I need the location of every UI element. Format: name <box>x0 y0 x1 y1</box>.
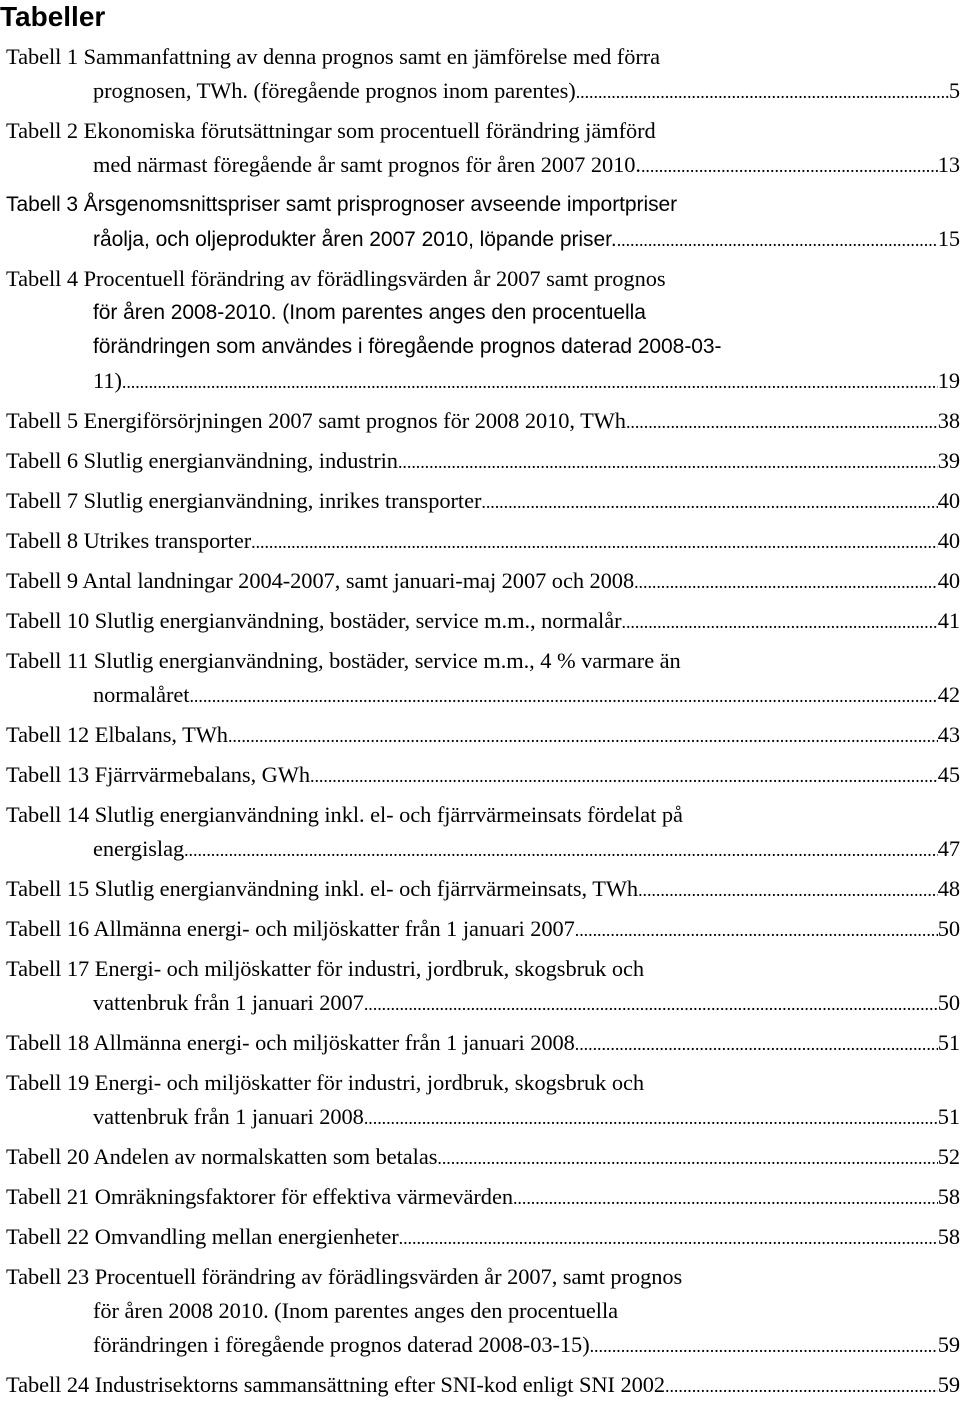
toc-page-number: 40 <box>937 568 960 593</box>
toc-entry[interactable] <box>6 564 960 598</box>
dot-leader <box>189 679 937 713</box>
toc-page-number: 19 <box>937 368 960 393</box>
dot-leader <box>575 1027 938 1061</box>
toc-entry[interactable] <box>6 484 960 518</box>
toc-entry-title: för åren 2008 2010. (Inom parentes anges den procentuella <box>93 1298 619 1323</box>
toc-entry-title: Tabell 6 Slutlig energianvändning, industrin <box>6 448 398 473</box>
dot-leader <box>641 149 938 183</box>
dot-leader <box>590 1329 938 1363</box>
toc-entry-title: Tabell 23 Procentuell förändring av förädlingsvärden år 2007, samt prognos <box>6 1264 683 1289</box>
toc-page-number: 40 <box>937 528 960 553</box>
toc-entry-title: Tabell 9 Antal landningar 2004-2007, samt januari-maj 2007 och 2008 <box>6 568 635 593</box>
toc-entry-title: Tabell 8 Utrikes transporter <box>6 528 252 553</box>
toc-page-number: 13 <box>937 152 960 177</box>
toc-entry-title: råolja, och oljeprodukter åren 2007 2010, löpande priser. <box>93 228 617 251</box>
toc-page-number: 5 <box>948 78 960 103</box>
toc-entry-title: med närmast föregående år samt prognos för åren 2007 2010. <box>93 152 641 177</box>
toc-entry-title: Tabell 2 Ekonomiska förutsättningar som procentuell förändring jämförd <box>6 118 656 143</box>
toc-entry[interactable] <box>6 1368 960 1402</box>
toc-entry[interactable] <box>6 404 960 438</box>
dot-leader <box>513 1181 938 1215</box>
toc-page-number: 47 <box>937 836 960 861</box>
toc-entry-title: Tabell 22 Omvandling mellan energienheter <box>6 1224 399 1249</box>
toc-entry-title: Tabell 16 Allmänna energi- och miljöskatter från 1 januari 2007 <box>6 916 575 941</box>
toc-page-number: 40 <box>937 488 960 513</box>
dot-leader <box>364 987 938 1021</box>
toc-page-number: 59 <box>937 1332 960 1357</box>
dot-leader <box>184 833 938 867</box>
toc-entry-title: Tabell 10 Slutlig energianvändning, bostäder, service m.m., normalår <box>6 608 622 633</box>
toc-entry[interactable] <box>6 604 960 638</box>
dot-leader <box>622 605 938 639</box>
toc-page-number: 41 <box>937 608 960 633</box>
dot-leader <box>228 719 938 753</box>
toc-entry[interactable] <box>6 40 960 108</box>
toc-entry-title: Tabell 3 Årsgenomsnittspriser samt prisprognoser avseende importpriser <box>6 193 678 216</box>
toc-entry[interactable] <box>6 1260 960 1362</box>
toc-entry[interactable] <box>6 1066 960 1134</box>
dot-leader <box>364 1101 938 1135</box>
toc-entry-title: Tabell 14 Slutlig energianvändning inkl. el- och fjärrvärmeinsats fördelat på <box>6 802 683 827</box>
dot-leader <box>626 405 938 439</box>
dot-leader <box>638 873 938 907</box>
toc-page-number: 58 <box>937 1224 960 1249</box>
toc-entry[interactable] <box>6 872 960 906</box>
toc-entry-title: Tabell 1 Sammanfattning av denna prognos samt en jämförelse med förra <box>6 44 661 69</box>
toc-entry[interactable] <box>6 444 960 478</box>
toc-entry[interactable] <box>6 952 960 1020</box>
dot-leader <box>665 1369 938 1403</box>
dot-leader <box>251 525 938 559</box>
toc-page-number: 51 <box>937 1104 960 1129</box>
dot-leader <box>575 913 938 947</box>
toc-entry[interactable] <box>6 1140 960 1174</box>
toc-entry-title: 11) <box>93 368 122 393</box>
toc-entry[interactable] <box>6 798 960 866</box>
toc-entry[interactable] <box>6 1180 960 1214</box>
toc-entry[interactable] <box>6 644 960 712</box>
toc-entry[interactable] <box>6 1220 960 1254</box>
toc-page-number: 39 <box>937 448 960 473</box>
dot-leader <box>310 759 938 793</box>
toc-page-number: 58 <box>937 1184 960 1209</box>
toc-entry[interactable] <box>6 524 960 558</box>
toc-entry-title: Tabell 18 Allmänna energi- och miljöskatter från 1 januari 2008 <box>6 1030 575 1055</box>
toc-page-number: 42 <box>937 682 960 707</box>
dot-leader <box>481 485 937 519</box>
toc-page-number: 43 <box>937 722 960 747</box>
toc-entry-title: Tabell 7 Slutlig energianvändning, inrikes transporter <box>6 488 482 513</box>
toc-entry-title: Tabell 20 Andelen av normalskatten som betalas <box>6 1144 438 1169</box>
toc-page-number: 50 <box>937 916 960 941</box>
toc-entry-title: vattenbruk från 1 januari 2007 <box>93 990 364 1015</box>
toc-page-number: 15 <box>937 226 960 251</box>
toc-page-number: 59 <box>937 1372 960 1397</box>
toc-entry-title: Tabell 17 Energi- och miljöskatter för industri, jordbruk, skogsbruk och <box>6 956 645 981</box>
toc-entry-title: Tabell 19 Energi- och miljöskatter för industri, jordbruk, skogsbruk och <box>6 1070 645 1095</box>
dot-leader <box>634 565 938 599</box>
toc-entry-title: för åren 2008-2010. (Inom parentes anges den procentuella <box>93 301 646 324</box>
dot-leader <box>617 223 938 257</box>
toc-page-number: 38 <box>937 408 960 433</box>
toc-page-number: 51 <box>937 1030 960 1055</box>
toc-entry-title: Tabell 24 Industrisektorns sammansättning efter SNI-kod enligt SNI 2002 <box>6 1372 666 1397</box>
toc-entry-title: Tabell 12 Elbalans, TWh <box>6 722 228 747</box>
toc-entry[interactable] <box>6 262 960 398</box>
toc-entry-title: Tabell 21 Omräkningsfaktorer för effektiva värmevärden <box>6 1184 513 1209</box>
toc-entry-title: Tabell 5 Energiförsörjningen 2007 samt prognos för 2008 2010, TWh <box>6 408 626 433</box>
toc-entry-title: Tabell 13 Fjärrvärmebalans, GWh <box>6 762 311 787</box>
dot-leader <box>399 1221 938 1255</box>
toc-page-number: 52 <box>937 1144 960 1169</box>
toc-entry-title: energislag <box>93 836 185 861</box>
toc-entry[interactable] <box>6 912 960 946</box>
toc-entry-title: vattenbruk från 1 januari 2008 <box>93 1104 364 1129</box>
toc-entry-title: normalåret <box>93 682 190 707</box>
dot-leader <box>437 1141 937 1175</box>
table-of-contents <box>6 40 960 1408</box>
toc-entry-title: Tabell 11 Slutlig energianvändning, bostäder, service m.m., 4 % varmare än <box>6 648 681 673</box>
toc-entry-title: Tabell 15 Slutlig energianvändning inkl. el- och fjärrvärmeinsats, TWh <box>6 876 639 901</box>
toc-entry-title: förändringen som användes i föregående prognos daterad 2008-03- <box>93 335 722 358</box>
toc-entry[interactable] <box>6 758 960 792</box>
toc-entry-title: Tabell 4 Procentuell förändring av förädlingsvärden år 2007 samt prognos <box>6 266 666 291</box>
toc-entry[interactable] <box>6 114 960 182</box>
toc-entry[interactable] <box>6 188 960 256</box>
toc-entry-title: förändringen i föregående prognos daterad 2008-03-15) <box>93 1332 590 1357</box>
toc-entry[interactable] <box>6 718 960 752</box>
toc-page-number: 48 <box>937 876 960 901</box>
toc-entry-title: prognosen, TWh. (föregående prognos inom parentes) <box>93 78 576 103</box>
toc-entry[interactable] <box>6 1026 960 1060</box>
dot-leader <box>576 75 949 109</box>
toc-page-number: 45 <box>937 762 960 787</box>
toc-page-number: 50 <box>937 990 960 1015</box>
dot-leader <box>122 365 938 399</box>
page-heading: Tabeller <box>0 1 106 32</box>
dot-leader <box>398 445 938 479</box>
